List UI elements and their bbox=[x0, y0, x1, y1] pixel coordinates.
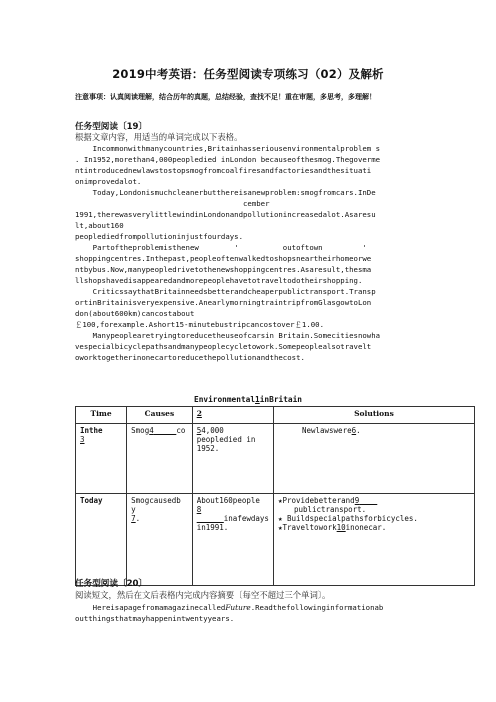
passage-text: Hereisapagefromamagazinecalled bbox=[75, 603, 226, 612]
period: . bbox=[135, 514, 141, 523]
blank-1[interactable]: 1 bbox=[255, 395, 260, 404]
passage-line: 1991,therewasverylittlewindinLondonandpollutionincreasedalot.Asaresu bbox=[75, 210, 376, 219]
header-blank-2 bbox=[192, 407, 273, 424]
blank-9[interactable]: 9 bbox=[354, 496, 360, 505]
summary-table bbox=[75, 406, 475, 586]
passage-text: .Readthefollowinginformationab bbox=[250, 603, 384, 612]
blank-3[interactable]: 3 bbox=[80, 435, 85, 444]
solution-2: ★ Buildspecialpathsforbicycles. bbox=[277, 514, 418, 523]
passage-20 bbox=[75, 602, 475, 624]
passage-line: ntbybus.Now,manypeopledrivetothenewshoppingcentres.Asaresult,thesma bbox=[75, 265, 372, 274]
solution-1: ★Providebetterand bbox=[277, 496, 355, 505]
solution-3: ★Traveltowork bbox=[277, 523, 337, 532]
table-row bbox=[76, 494, 475, 586]
period: . bbox=[356, 426, 361, 435]
cell-effects bbox=[192, 424, 273, 494]
passage-line: cember bbox=[243, 199, 270, 208]
passage-line: Partoftheproblemisthenew ' outoftown ' bbox=[75, 243, 367, 252]
passage-line: ortinBritainisveryexpensive.AnearlymorningtraintripfromGlasgowtoLon bbox=[75, 298, 372, 307]
header-solutions: Solutions bbox=[273, 407, 474, 424]
time-text: Inthe bbox=[80, 426, 103, 435]
passage-line: lt,about160 bbox=[75, 221, 124, 230]
table-caption bbox=[0, 395, 496, 404]
section-20-instruction: 阅读短文，然后在文后表格内完成内容摘要〔每空不超过三个单词〕。 bbox=[75, 590, 331, 600]
passage-line: . In1952,morethan4,000peopledied inLondon becauseofthesmog.Thegoverme bbox=[75, 155, 381, 164]
passage-line: llshopshavedisappearedandmorepeoplehavetotraveltodotheirshopping. bbox=[75, 276, 363, 285]
cell-time bbox=[76, 494, 127, 586]
blank-10[interactable]: 10 bbox=[336, 523, 346, 532]
blank-5[interactable]: 5 bbox=[196, 426, 202, 435]
table-header-row bbox=[76, 407, 475, 424]
cell-causes bbox=[127, 424, 193, 494]
passage-line: Incommonwithmanycountries,Britainhasseriousenvironmentalproblem s bbox=[75, 144, 381, 153]
causes-text: Smogcausedb y bbox=[131, 496, 181, 514]
passage-line: CriticssaythatBritainneedsbetterandcheaperpublictransport.Transp bbox=[75, 287, 376, 296]
cell-causes bbox=[127, 494, 193, 586]
cell-solutions bbox=[273, 494, 474, 586]
passage-line: outthingsthatmayhappenintwentyyears. bbox=[75, 614, 235, 623]
solution-1b: publictransport. bbox=[293, 505, 367, 514]
section-19-heading: 任务型阅读〔19〕 bbox=[75, 122, 148, 132]
passage-line: Manypeoplearetryingtoreducetheuseofcarsin Britain.Somecitiesnowha bbox=[75, 331, 381, 340]
magazine-name: Future bbox=[225, 603, 251, 612]
passage-line: peoplediedfrompollutioninjustfourdays. bbox=[75, 232, 244, 241]
passage-line: ￡100,forexample.Ashort15-minutebustripcancostover￡1.00. bbox=[75, 320, 325, 329]
effects-text-2: inafewdays in1991. bbox=[196, 514, 269, 532]
blank-4[interactable]: 4 bbox=[149, 426, 154, 435]
caption-text: inBritain bbox=[259, 395, 302, 404]
section-20-heading: 任务型阅读〔20〕 bbox=[75, 579, 148, 589]
passage-line: Today,Londonismuchcleanerbutthereisanewproblem:smogfromcars.InDe bbox=[75, 188, 376, 197]
causes-tail: co bbox=[176, 426, 186, 435]
blank-7[interactable]: 7 bbox=[131, 514, 136, 523]
solution-3-end: inonecar. bbox=[345, 523, 387, 532]
effects-text: 4,000 peopledied in 1952. bbox=[196, 426, 256, 453]
passage-line bbox=[75, 602, 475, 613]
effects-text: About160people bbox=[196, 496, 260, 505]
caption-text: Environmental bbox=[194, 395, 256, 404]
passage-line: ntintroducednewlawstostopsmogfromcoalfiresandfactoriesandthesituati bbox=[75, 166, 372, 175]
cell-effects bbox=[192, 494, 273, 586]
causes-text: Smog bbox=[131, 426, 150, 435]
blank-2[interactable]: 2 bbox=[196, 409, 202, 418]
cell-solutions bbox=[273, 424, 474, 494]
blank-6[interactable]: 6 bbox=[351, 426, 357, 435]
table-row bbox=[76, 424, 475, 494]
header-time: Time bbox=[76, 407, 127, 424]
passage-line: onimprovedalot. bbox=[75, 177, 142, 186]
time-text: Today bbox=[80, 496, 103, 505]
passage-line: don(about600km)cancostabout bbox=[75, 309, 195, 318]
passage-19 bbox=[75, 143, 475, 363]
cell-time bbox=[76, 424, 127, 494]
header-causes: Causes bbox=[127, 407, 193, 424]
section-19-instruction: 根据文章内容，用适当的单词完成以下表格。 bbox=[75, 132, 243, 142]
passage-line: shoppingcentres.Inthepast,peopleoftenwalkedtoshopsneartheirhomeorwe bbox=[75, 254, 372, 263]
page-title: 2019中考英语：任务型阅读专项练习（02）及解析 bbox=[112, 67, 384, 81]
passage-line: vespecialbicyclepathsandmanypeoplecycletowork.Somepeoplealsotravelt bbox=[75, 342, 372, 351]
solutions-text: Newlawswere bbox=[301, 426, 352, 435]
passage-line: oworktogetherinonecartoreducethepollutionandthecost. bbox=[75, 353, 305, 362]
blank-8[interactable]: 8 bbox=[196, 505, 202, 514]
notice-text: 注意事项：认真阅读理解，结合历年的真题，总结经验，查找不足！重在审题，多思考，多理解！ bbox=[75, 93, 376, 101]
